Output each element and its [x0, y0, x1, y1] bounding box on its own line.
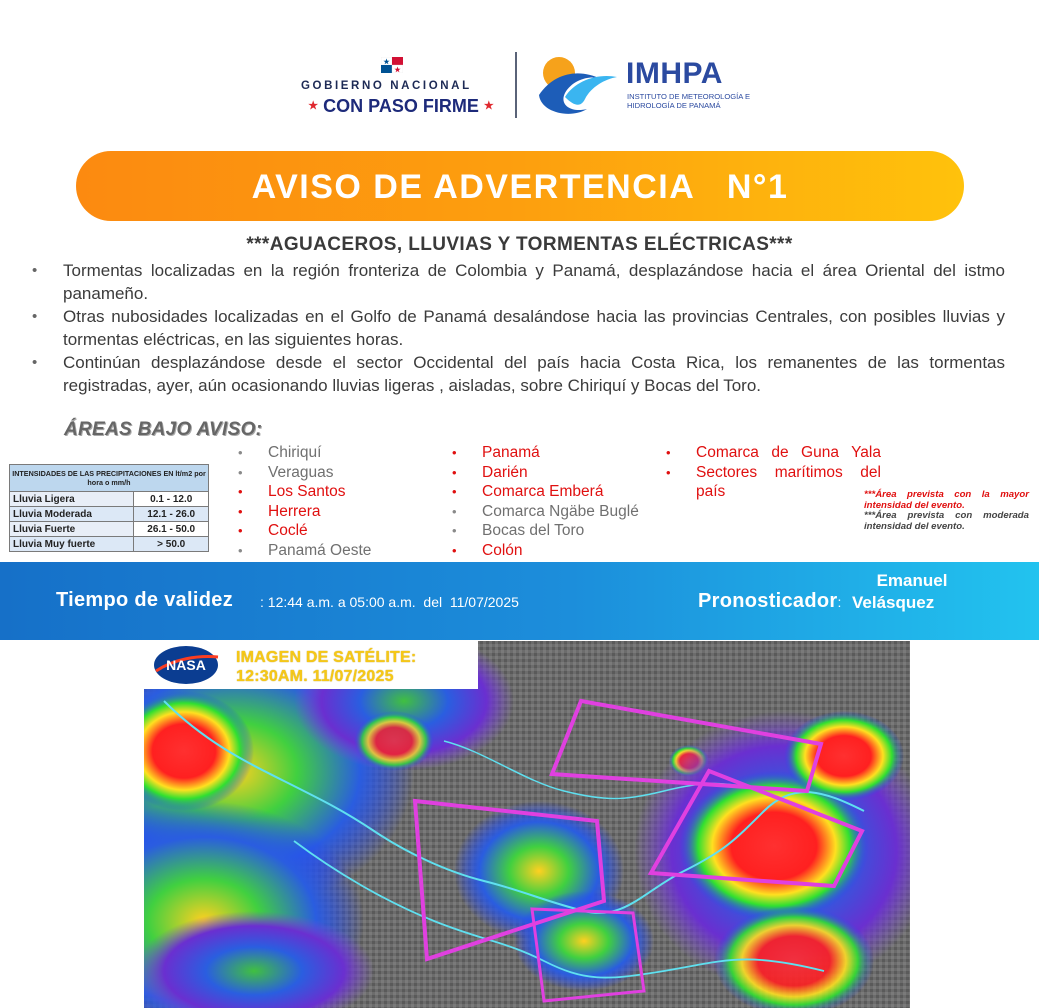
area-item: • Los Santos [238, 482, 371, 502]
intensity-label: Lluvia Moderada [10, 507, 134, 522]
intensity-range: 0.1 - 12.0 [134, 492, 209, 507]
validity-label: Tiempo de validez [56, 589, 234, 611]
area-item: • Sectores marítimos del país [666, 463, 881, 502]
areas-column-3 [666, 443, 881, 502]
intensity-range: 12.1 - 26.0 [134, 507, 209, 522]
area-item: • Bocas del Toro [452, 521, 639, 541]
intensity-range: 26.1 - 50.0 [134, 522, 209, 537]
forecaster-name: Emanuel Velásquez [852, 571, 948, 612]
bullet-item: • Tormentas localizadas en la región fronteriza de Colombia y Panamá, desplazándose hacia el área Oriental del istmo panameño. [32, 259, 1005, 305]
area-item: • Panamá [452, 443, 639, 463]
imhpa-logo-icon [535, 55, 619, 117]
area-item: • Darién [452, 463, 639, 483]
satellite-image [144, 641, 910, 1008]
table-header: INTENSIDADES DE LAS PRECIPITACIONES EN lt/m2 por hora o mm/h [10, 465, 209, 492]
intensity-label: Lluvia Ligera [10, 492, 134, 507]
forecaster-label: Pronosticador: [698, 590, 842, 612]
area-item: • Herrera [238, 502, 371, 522]
table-row [10, 537, 209, 552]
area-item: • Chiriquí [238, 443, 371, 463]
precipitation-intensity-table [9, 464, 209, 552]
area-item: • Panamá Oeste [238, 541, 371, 561]
area-item: • Comarca de Guna Yala [666, 443, 881, 463]
government-name: GOBIERNO NACIONAL [301, 80, 472, 92]
table-row [10, 492, 209, 507]
areas-column-2 [452, 443, 639, 560]
intensity-label: Lluvia Muy fuerte [10, 537, 134, 552]
area-item: • Comarca Ngäbe Buglé [452, 502, 639, 522]
nasa-logo-icon [150, 645, 222, 685]
header-divider [515, 52, 517, 118]
zone-legend-note [864, 490, 1029, 532]
area-item: • Comarca Emberá [452, 482, 639, 502]
intensity-range: > 50.0 [134, 537, 209, 552]
government-slogan: ★ CON PASO FIRME ★ [308, 96, 494, 116]
satellite-title-line2: 12:30AM. 11/07/2025 [236, 668, 394, 685]
org-name: IMHPA [626, 57, 723, 90]
warning-subtitle: ***AGUACEROS, LLUVIAS Y TORMENTAS ELÉCTRICAS*** [246, 234, 793, 255]
legend-red-note: ***Área prevista con la mayor intensidad del evento. [864, 489, 1029, 511]
area-item: • Veraguas [238, 463, 371, 483]
warning-bullets [32, 259, 1005, 397]
satellite-title [236, 648, 416, 686]
page-title: AVISO DE ADVERTENCIA N°1 [251, 168, 789, 206]
area-item: • Coclé [238, 521, 371, 541]
table-row [10, 522, 209, 537]
area-item: • Colón [452, 541, 639, 561]
nasa-logo-text: NASA [166, 657, 206, 673]
satellite-title-line1: IMAGEN DE SATÉLITE: [236, 649, 417, 666]
bullet-item: • Otras nubosidades localizadas en el Golfo de Panamá desalándose hacia las provincias Centrales, con posibles lluvias y tormentas eléctricas, en las siguientes horas. [32, 305, 1005, 351]
legend-gray-note: ***Área prevista con moderada intensidad del evento. [864, 510, 1029, 532]
intensity-label: Lluvia Fuerte [10, 522, 134, 537]
validity-value: : 12:44 a.m. a 05:00 a.m. del 11/07/2025 [260, 594, 519, 610]
org-full-name: INSTITUTO DE METEOROLOGÍA E HIDROLOGÍA DE PANAMÁ [627, 92, 751, 110]
areas-heading: ÁREAS BAJO AVISO: [64, 419, 263, 440]
panama-flag-icon [381, 57, 403, 73]
areas-column-1 [238, 443, 371, 560]
bullet-item: • Continúan desplazándose desde el sector Occidental del país hacia Costa Rica, los remanentes de las tormentas registradas, ayer, aún ocasionando lluvias ligeras , aisladas, sobre Chiriquí y Bocas del Toro. [32, 351, 1005, 397]
table-row [10, 507, 209, 522]
